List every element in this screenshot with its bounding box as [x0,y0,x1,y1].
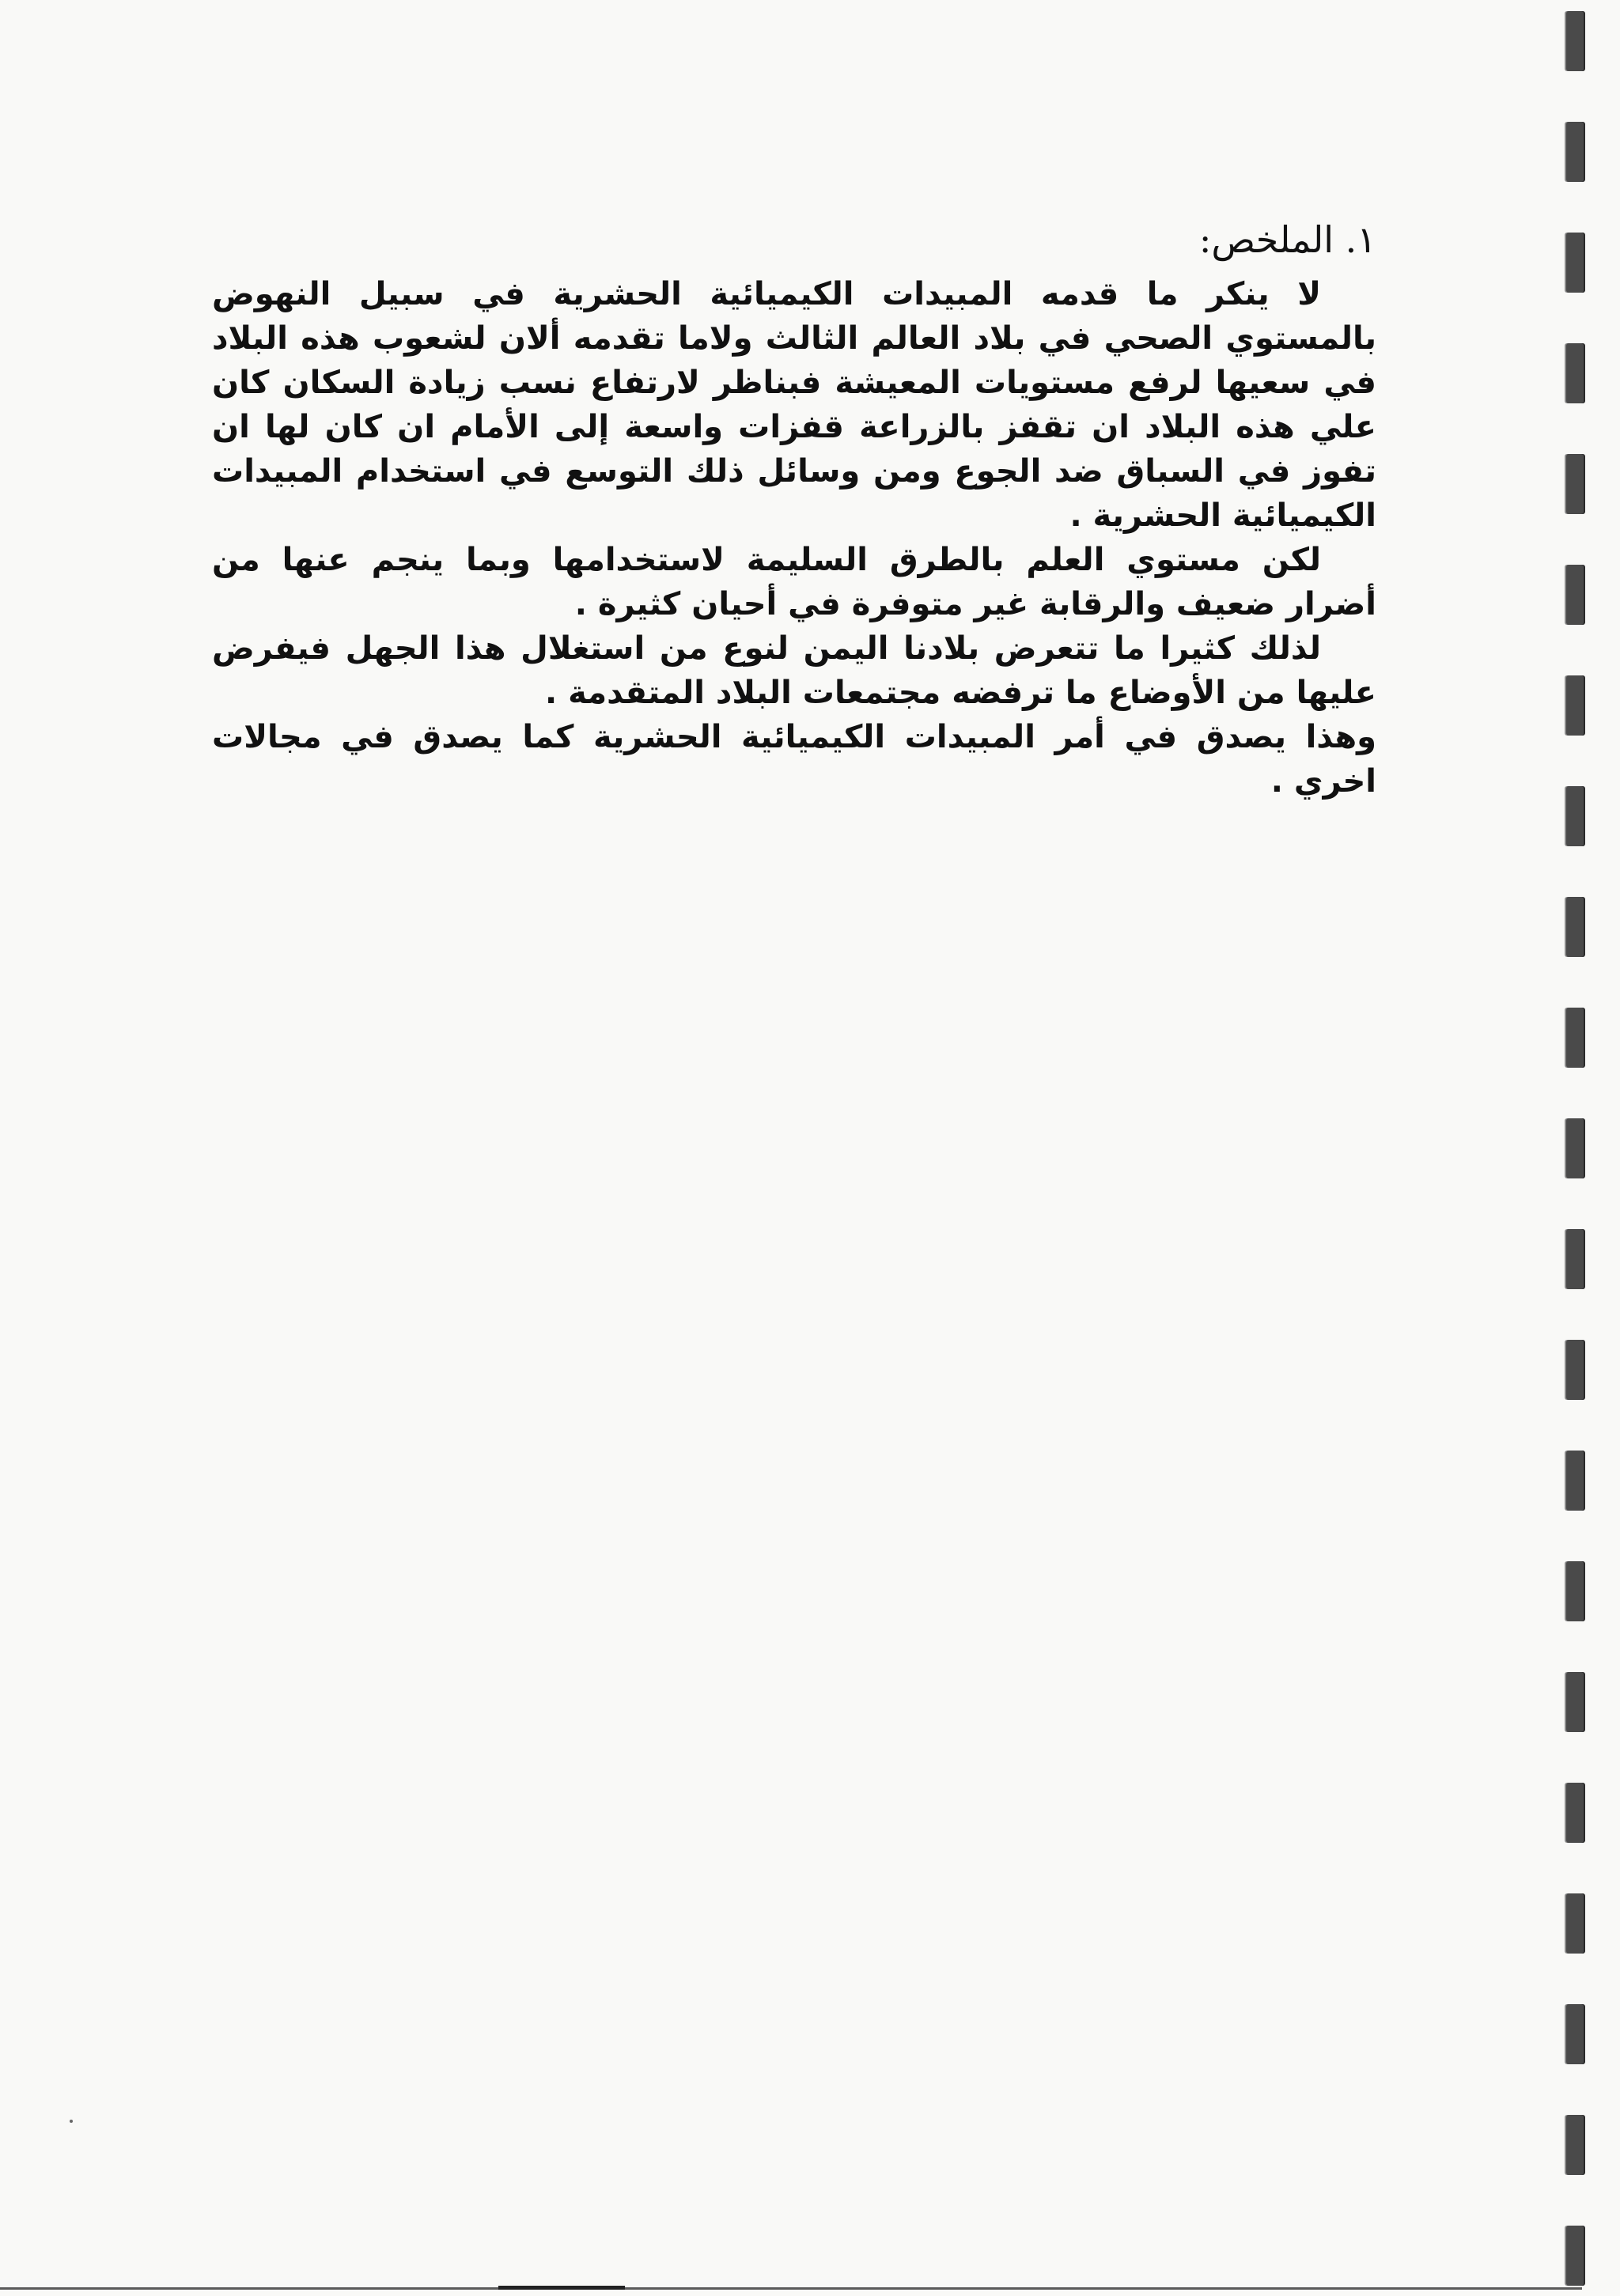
binding-tab [1566,1118,1584,1178]
binding-tab [1566,11,1584,71]
binding-tab [1566,454,1584,514]
binding-tab [1566,1672,1584,1732]
scan-speck [70,2120,73,2123]
section-heading: ١. الملخص: [1198,218,1376,261]
binding-tab [1566,565,1584,625]
paragraph-4: وهذا يصدق في أمر المبيدات الكيميائية الحشرية كما يصدق في مجالات اخري . [212,719,1376,800]
spiral-binding [1563,0,1595,2296]
page-bottom-edge [0,2287,1582,2290]
paragraph-2: لكن مستوي العلم بالطرق السليمة لاستخدامها وبما ينجم عنها من أضرار ضعيف والرقابة غير متوفرة في أحيان كثيرة . [212,542,1376,622]
binding-tab [1566,1451,1584,1511]
paragraph-3: لذلك كثيرا ما تتعرض بلادنا اليمن لنوع من استغلال هذا الجهل فيفرض عليها من الأوضاع ما ترفضه مجتمعات البلاد المتقدمة . [212,630,1376,711]
document-body [212,214,1376,804]
binding-tab [1566,897,1584,957]
binding-tab [1566,2226,1584,2286]
binding-tab [1566,2004,1584,2064]
binding-tab [1566,1783,1584,1843]
binding-tab [1566,122,1584,182]
binding-tab [1566,2115,1584,2175]
binding-tab [1566,1229,1584,1289]
binding-tab [1566,675,1584,736]
binding-tab [1566,786,1584,846]
binding-tab [1566,1561,1584,1621]
page-bottom-mark [498,2286,625,2290]
binding-tab [1566,233,1584,293]
binding-tab [1566,1340,1584,1400]
binding-tab [1566,343,1584,403]
paragraph-1: لا ينكر ما قدمه المبيدات الكيميائية الحشرية في سبيل النهوض بالمستوي الصحي في بلاد العالم الثالث ولاما تقدمه ألان لشعوب هذه البلاد في سعيها لرفع مستويات المعيشة فبناظر لارتفاع نسب زيادة السكان كان علي هذه البلاد ان تقفز بالزراعة قفزات واسعة إلى الأمام ان كان لها ان تفوز في السباق ضد الجوع ومن وسائل ذلك التوسع في استخدام المبيدات الكيميائية الحشرية . [212,276,1376,534]
binding-tab [1566,1893,1584,1954]
binding-tab [1566,1008,1584,1068]
